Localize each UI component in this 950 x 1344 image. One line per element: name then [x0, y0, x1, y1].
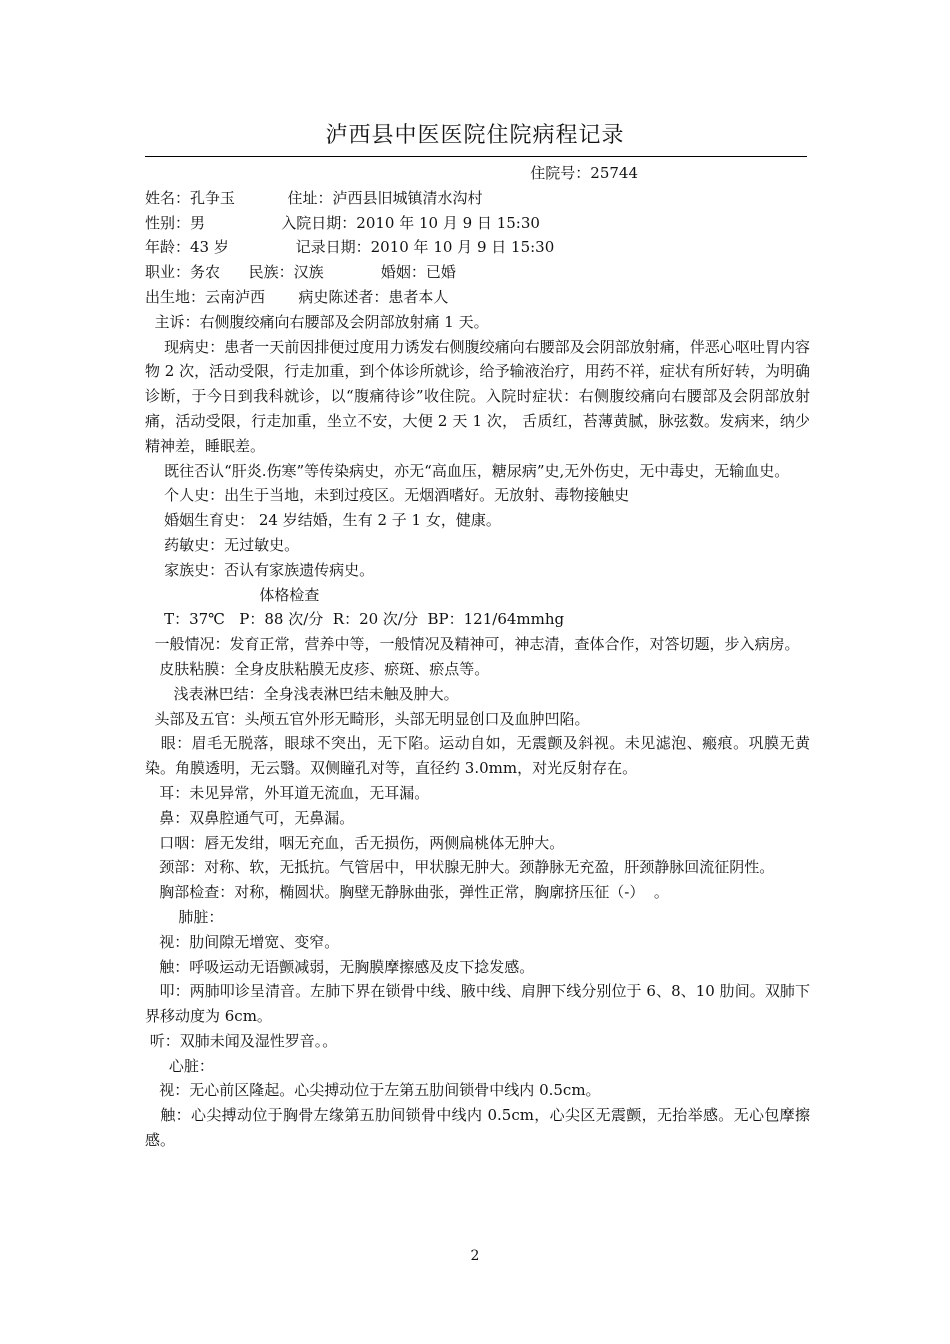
chief-complaint: 主诉：右侧腹绞痛向右腰部及会阴部放射痛 1 天。: [145, 312, 489, 331]
name-address-line: 姓名：孔争玉 住址：泸西县旧城镇清水沟村: [145, 188, 483, 207]
birthplace-line: 出生地：云南泸西 病史陈述者：患者本人: [145, 287, 449, 306]
exam-heading: 体格检查: [145, 585, 320, 604]
lung-inspection: 视：肋间隙无增宽、变窄。: [145, 932, 340, 951]
family-history: 家族史：否认有家族遗传病史。: [145, 560, 375, 579]
vital-signs: T：37℃ P：88 次/分 R：20 次/分 BP：121/64mmhg: [145, 610, 565, 629]
neck-exam: 颈部：对称、软，无抵抗。气管居中，甲状腺无肿大。颈静脉无充盈，肝颈静脉回流征阴性。: [145, 858, 775, 877]
marriage-history: 婚姻生育史： 24 岁结婚，生有 2 子 1 女，健康。: [145, 511, 501, 530]
lymph-nodes: 浅表淋巴结：全身浅表淋巴结未触及肿大。: [145, 684, 459, 703]
throat-exam: 口咽：唇无发绀，咽无充血，舌无损伤，两侧扁桃体无肿大。: [145, 833, 565, 852]
general-condition: 一般情况：发育正常，营养中等，一般情况及精神可，神志清，查体合作，对答切题，步入病房。: [145, 635, 800, 654]
heart-palpation: 触：心尖搏动位于胸骨左缘第五肋间锁骨中线内 0.5cm，心尖区无震颤，无抬举感。无心包摩擦感。: [145, 1106, 810, 1150]
lung-palpation: 触：呼吸运动无语颤减弱，无胸膜摩擦感及皮下捻发感。: [145, 957, 535, 976]
heart-heading: 心脏：: [145, 1056, 214, 1075]
sex-admit-date-line: 性别：男 入院日期：2010 年 10 月 9 日 15:30: [145, 213, 540, 232]
lungs-heading: 肺脏：: [145, 907, 224, 926]
past-history: 既往否认“肝炎.伤寒”等传染病史，亦无“高血压，糖尿病”史,无外伤史，无中毒史，无输血史。: [145, 461, 790, 480]
title-divider: [145, 156, 807, 157]
chest-exam: 胸部检查：对称，椭圆状。胸壁无静脉曲张，弹性正常，胸廓挤压征（-） 。: [145, 883, 669, 902]
heart-inspection: 视：无心前区隆起。心尖搏动位于左第五肋间锁骨中线内 0.5cm。: [145, 1081, 601, 1100]
skin-mucosa: 皮肤粘膜：全身皮肤粘膜无皮疹、瘀斑、瘀点等。: [145, 659, 490, 678]
document-title: 泸西县中医医院住院病程记录: [325, 123, 625, 148]
record-body: [145, 161, 810, 1153]
eye-exam: 眼：眉毛无脱落，眼球不突出，无下陷。运动自如，无震颤及斜视。未见滤泡、瘢痕。巩膜无黄染。角膜透明，无云翳。双侧瞳孔对等，直径约 3.0mm，对光反射存在。: [145, 734, 810, 778]
lung-percussion: 叩：两肺叩诊呈清音。左肺下界在锁骨中线、腋中线、肩胛下线分别位于 6、8、10 肋间。双肺下界移动度为 6cm。: [145, 982, 810, 1026]
admission-number: 住院号：25744: [530, 164, 638, 182]
age-record-date-line: 年龄：43 岁 记录日期：2010 年 10 月 9 日 15:30: [145, 238, 555, 257]
personal-history: 个人史：出生于当地，未到过疫区。无烟酒嗜好。无放射、毒物接触史: [145, 486, 630, 505]
present-illness: 现病史：患者一天前因排便过度用力诱发右侧腹绞痛向右腰部及会阴部放射痛，伴恶心呕吐胃内容物 2 次，活动受限，行走加重，到个体诊所就诊，给予输液治疗，用药不祥，症状有所好转，为明确诊断，于今日到我科就诊，以“腹痛待诊”收住院。入院时症状：右侧腹绞痛向右腰部及会阴部放射痛，活动受限，行走加重，坐立不安，大便 2 天 1 次， 舌质红，苔薄黄腻，脉弦数。发病来，纳少精神差，睡眠差。: [145, 337, 810, 455]
ear-exam: 耳：未见异常，外耳道无流血，无耳漏。: [145, 783, 430, 802]
nose-exam: 鼻：双鼻腔通气可，无鼻漏。: [145, 808, 355, 827]
allergy-history: 药敏史：无过敏史。: [145, 535, 300, 554]
page-number: 2: [470, 1248, 480, 1264]
occupation-line: 职业：务农 民族：汉族 婚姻：已婚: [145, 263, 456, 282]
lung-auscultation: 听：双肺未闻及湿性罗音。。: [145, 1031, 338, 1050]
head-features: 头部及五官：头颅五官外形无畸形，头部无明显创口及血肿凹陷。: [145, 709, 590, 728]
